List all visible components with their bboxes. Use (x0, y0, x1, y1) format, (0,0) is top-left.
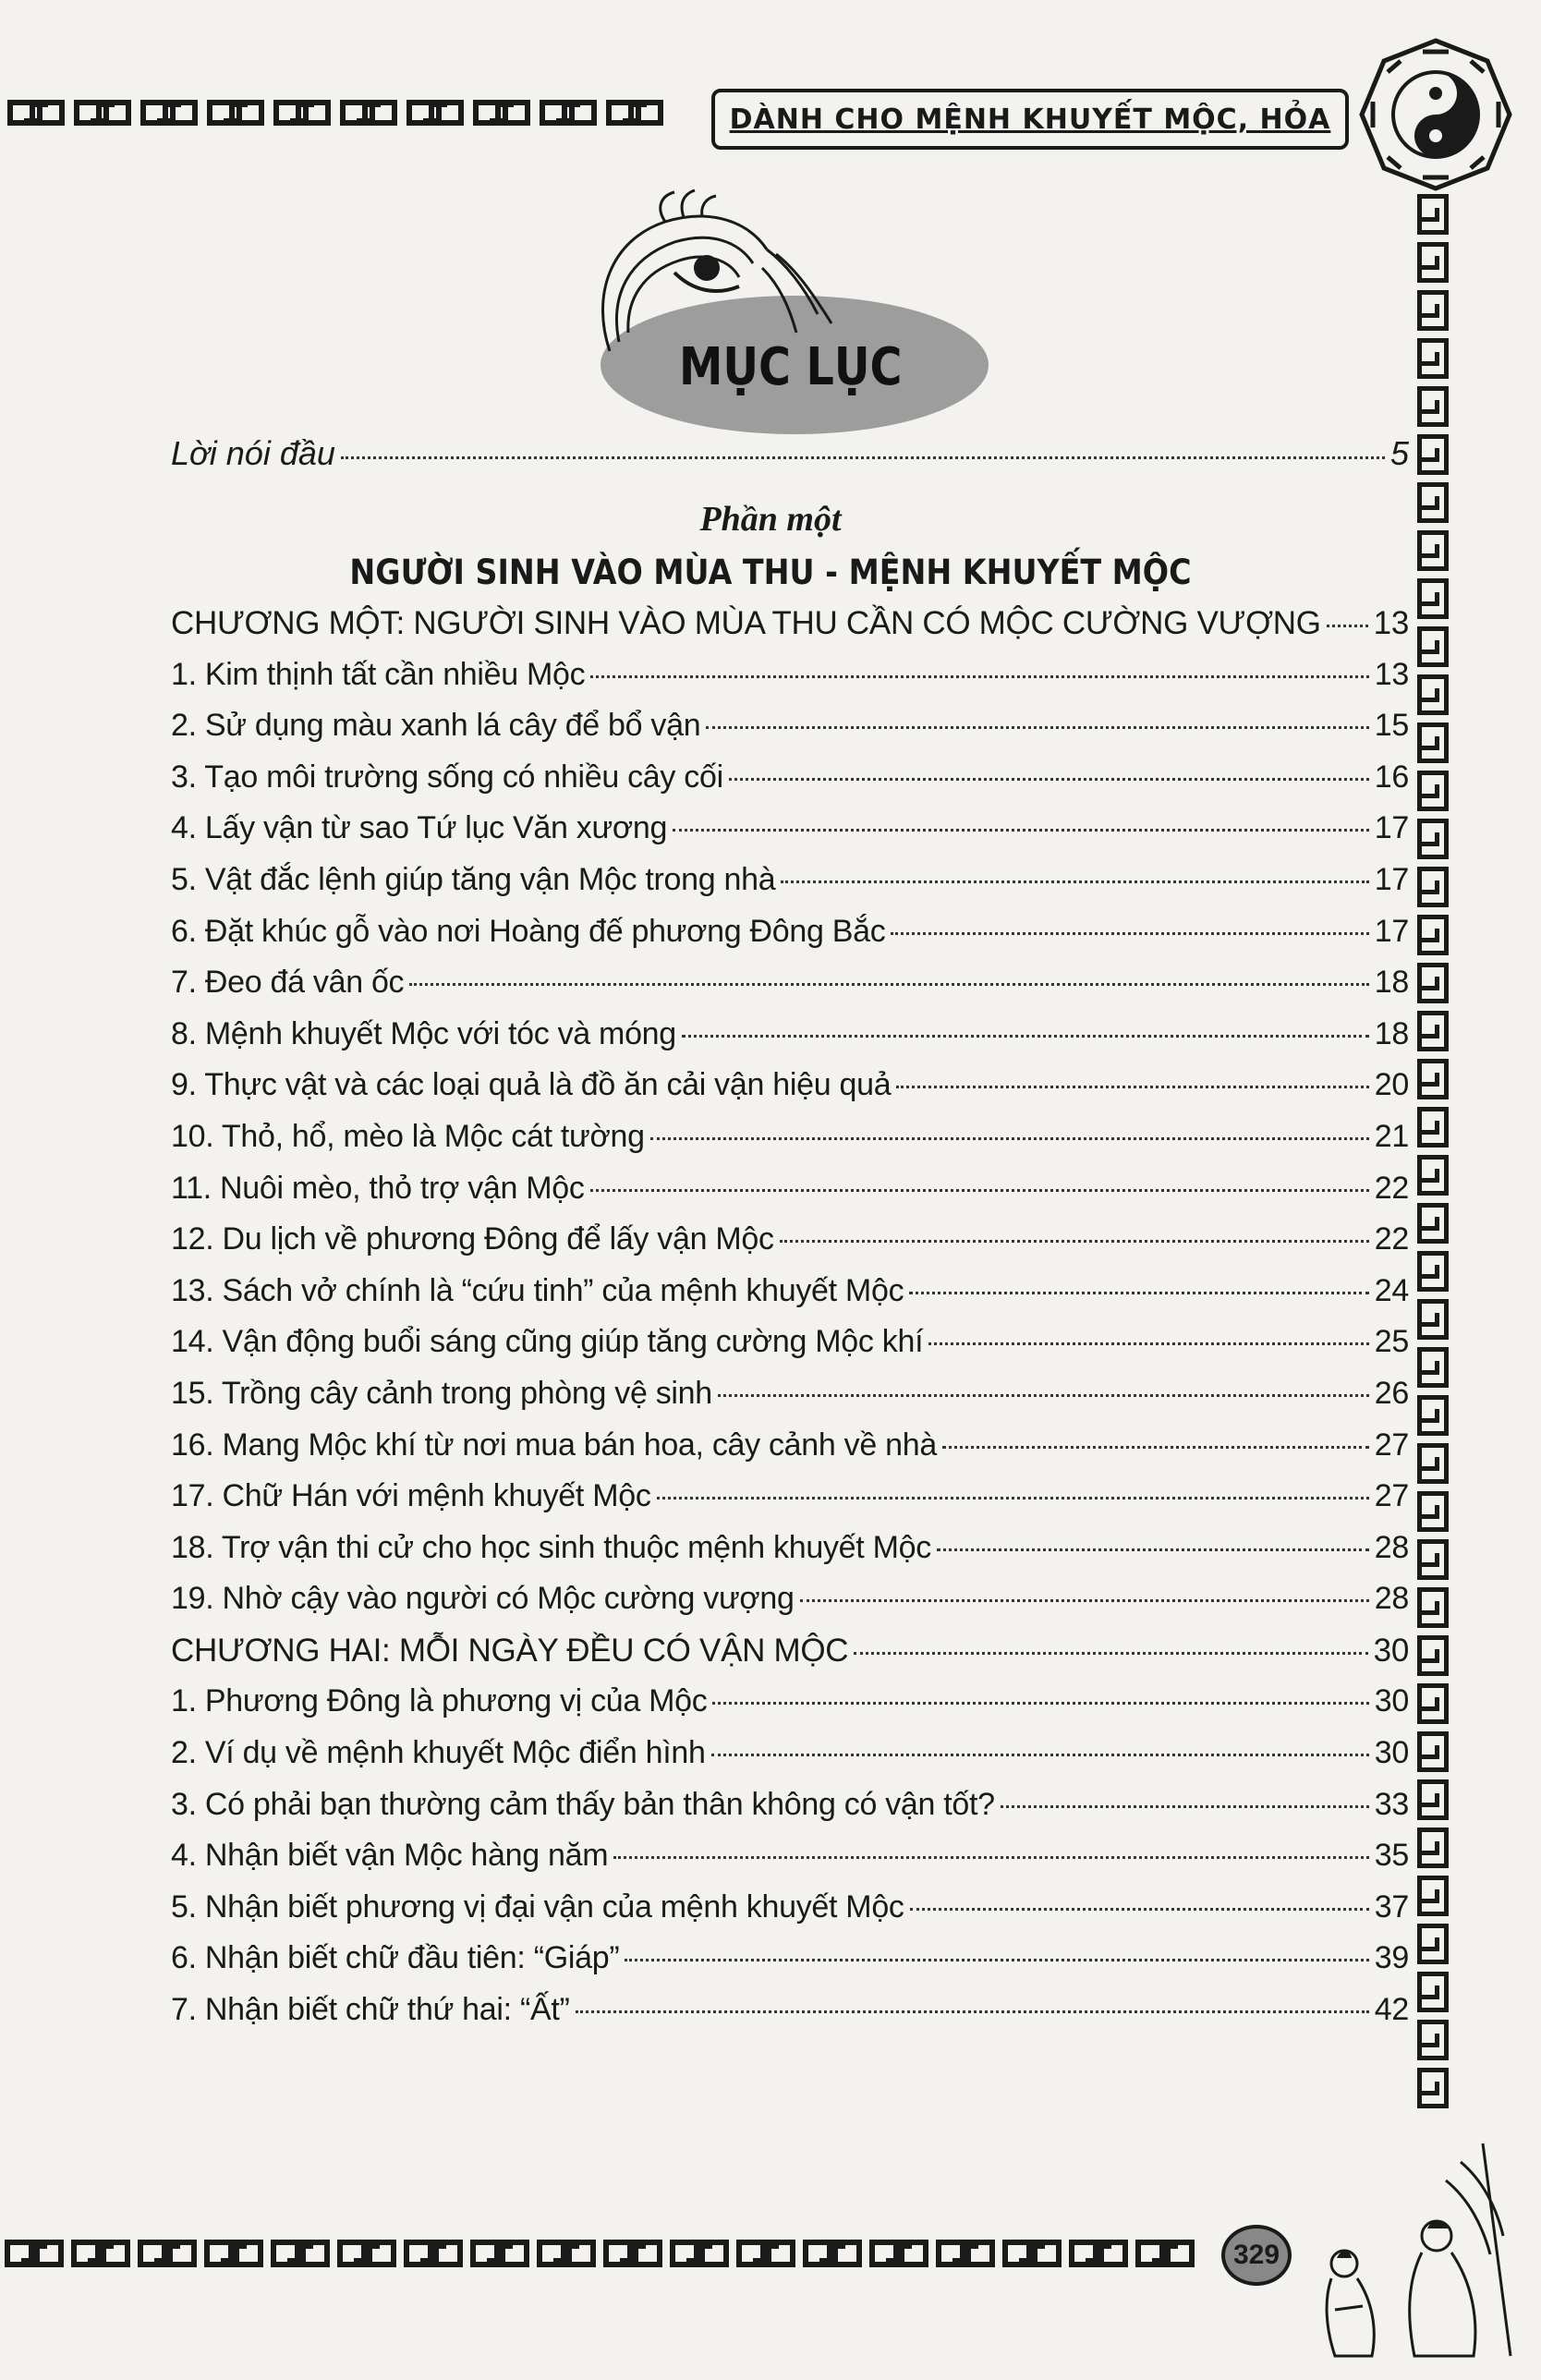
leader-dots (896, 1086, 1368, 1088)
right-meander-border (1417, 194, 1449, 2116)
toc-entry-page: 26 (1374, 1375, 1409, 1411)
toc-chapter-row[interactable] (171, 605, 1409, 657)
scholars-illustration-icon (1298, 2125, 1520, 2365)
toc-entry-label: CHƯƠNG MỘT: NGƯỜI SINH VÀO MÙA THU CẦN CÓ MỘC CƯỜNG VƯỢNG (171, 605, 1321, 641)
part-title: NGƯỜI SINH VÀO MÙA THU - MỆNH KHUYẾT MỘC (349, 552, 1192, 592)
toc-entry-page: 39 (1374, 1940, 1409, 1976)
toc-entry-row[interactable] (171, 1992, 1409, 2044)
toc-entry-label: 8. Mệnh khuyết Mộc với tóc và móng (171, 1015, 676, 1051)
toc-entry-page: 30 (1373, 1632, 1409, 1669)
toc-entry-label: 9. Thực vật và các loại quả là đồ ăn cải vận hiệu quả (171, 1067, 892, 1103)
page-number: 329 (1232, 2240, 1280, 2270)
toc-entry-row[interactable] (171, 965, 1409, 1016)
toc-entry-page: 16 (1374, 759, 1409, 795)
title-emblem (554, 185, 989, 434)
leader-dots (682, 1035, 1369, 1038)
toc-entry-label: 12. Du lịch về phương Đông để lấy vận Mộc (171, 1221, 774, 1257)
toc-entry-label: CHƯƠNG HAI: MỖI NGÀY ĐỀU CÓ VẬN MỘC (171, 1632, 849, 1669)
leader-dots (780, 1240, 1369, 1243)
toc-entry-label: 6. Đặt khúc gỗ vào nơi Hoàng đế phương Đông Bắc (171, 913, 886, 949)
toc-entry-row[interactable] (171, 1427, 1409, 1479)
toc-entry-label: 1. Kim thịnh tất cần nhiều Mộc (171, 656, 586, 692)
toc-entry-page: 18 (1374, 1015, 1409, 1051)
part-label: Phần một (699, 500, 842, 539)
toc-entry-row[interactable] (171, 1067, 1409, 1119)
leader-dots (937, 1548, 1369, 1551)
toc-entry-page: 17 (1374, 913, 1409, 949)
leader-dots (712, 1702, 1368, 1705)
toc-entry-row[interactable] (171, 1376, 1409, 1427)
leader-dots (706, 726, 1368, 729)
toc-entry-label: 5. Nhận biết phương vị đại vận của mệnh khuyết Mộc (171, 1888, 904, 1925)
toc-entry-label: 6. Nhận biết chữ đầu tiên: “Giáp” (171, 1940, 620, 1976)
toc-entry-row[interactable] (171, 1478, 1409, 1530)
yin-yang-emblem-icon (1358, 37, 1513, 192)
toc-entry-page: 28 (1374, 1581, 1409, 1617)
toc-entry-page: 15 (1374, 708, 1409, 744)
leader-dots (590, 1189, 1369, 1192)
toc-entry-label: 3. Có phải bạn thường cảm thấy bản thân không có vận tốt? (171, 1786, 995, 1822)
toc-entry-label: 4. Nhận biết vận Mộc hàng năm (171, 1838, 609, 1874)
series-header (711, 89, 1349, 150)
toc-entry-page: 28 (1374, 1529, 1409, 1565)
page-number-badge (1221, 2225, 1292, 2286)
toc-entry-row[interactable] (171, 759, 1409, 811)
toc-entry-row[interactable] (171, 914, 1409, 965)
toc-entry-page: 42 (1374, 1992, 1409, 2028)
leader-dots (341, 456, 1385, 459)
toc-entry-label: 4. Lấy vận từ sao Tứ lục Văn xương (171, 810, 668, 846)
toc-entry-row[interactable] (171, 1273, 1409, 1325)
toc-entry-row[interactable] (171, 1940, 1409, 1992)
toc-entry-label: 19. Nhờ cậy vào người có Mộc cường vượng (171, 1581, 795, 1617)
leader-dots (1327, 625, 1368, 627)
toc-entry-label: 13. Sách vở chính là “cứu tinh” của mệnh khuyết Mộc (171, 1272, 904, 1308)
toc-entry-row[interactable] (171, 1889, 1409, 1941)
leader-dots (1001, 1805, 1369, 1808)
leader-dots (891, 932, 1368, 935)
toc-entry-row[interactable] (171, 1324, 1409, 1376)
leader-dots (910, 1908, 1369, 1911)
toc-entry-page: 30 (1374, 1735, 1409, 1771)
toc-entry-label: 3. Tạo môi trường sống có nhiều cây cối (171, 759, 723, 795)
leader-dots (718, 1394, 1369, 1397)
toc-entry-page: 20 (1374, 1067, 1409, 1103)
toc-intro-page: 5 (1389, 434, 1409, 472)
toc-entry-page: 22 (1374, 1221, 1409, 1257)
toc-entry-page: 22 (1374, 1170, 1409, 1206)
leader-dots (409, 983, 1369, 986)
toc-entry-label: 15. Trồng cây cảnh trong phòng vệ sinh (171, 1375, 712, 1411)
toc-entry-page: 35 (1374, 1838, 1409, 1874)
toc-entry-page: 37 (1374, 1888, 1409, 1925)
leader-dots (729, 778, 1369, 781)
toc-entry-page: 30 (1374, 1683, 1409, 1719)
toc-entry-row[interactable] (171, 1530, 1409, 1582)
leader-dots (928, 1342, 1369, 1345)
leader-dots (657, 1497, 1369, 1500)
toc-entry-row[interactable] (171, 862, 1409, 914)
toc-entry-page: 27 (1374, 1478, 1409, 1514)
toc-chapter-row[interactable] (171, 1633, 1409, 1684)
toc-entry-page: 18 (1374, 965, 1409, 1001)
leader-dots (909, 1292, 1369, 1294)
toc-entry-row[interactable] (171, 1171, 1409, 1222)
leader-dots (590, 675, 1368, 678)
leader-dots (650, 1137, 1369, 1140)
toc-entry-row[interactable] (171, 1838, 1409, 1889)
toc-entry-label: 18. Trợ vận thi cử cho học sinh thuộc mệnh khuyết Mộc (171, 1529, 931, 1565)
toc-intro-row[interactable] (171, 434, 1409, 473)
toc-entry-page: 33 (1374, 1786, 1409, 1822)
leader-dots (613, 1856, 1369, 1859)
toc-entry-page: 25 (1374, 1324, 1409, 1360)
toc-entry-label: 7. Nhận biết chữ thứ hai: “Ất” (171, 1992, 570, 2028)
toc-entry-row[interactable] (171, 1119, 1409, 1171)
toc-entry-label: 10. Thỏ, hổ, mèo là Mộc cát tường (171, 1118, 645, 1154)
leader-dots (576, 2010, 1369, 2013)
toc-entry-row[interactable] (171, 1016, 1409, 1068)
toc-entry-label: 2. Sử dụng màu xanh lá cây để bổ vận (171, 708, 701, 744)
toc-entry-row[interactable] (171, 657, 1409, 709)
leader-dots (711, 1754, 1369, 1756)
page-title: MỤC LỤC (679, 337, 903, 397)
toc-entry-row[interactable] (171, 810, 1409, 862)
toc-entry-page: 13 (1374, 656, 1409, 692)
toc-entry-page: 13 (1373, 605, 1409, 641)
toc-entry-row[interactable] (171, 1581, 1409, 1633)
toc-entry-label: 2. Ví dụ về mệnh khuyết Mộc điển hình (171, 1735, 706, 1771)
top-meander-border (7, 100, 663, 126)
leader-dots (781, 880, 1368, 883)
toc-entry-page: 24 (1374, 1272, 1409, 1308)
toc-entry-row[interactable] (171, 1221, 1409, 1273)
toc-entry-label: 7. Đeo đá vân ốc (171, 965, 405, 1001)
leader-dots (800, 1599, 1369, 1602)
toc-entry-label: 14. Vận động buổi sáng cũng giúp tăng cường Mộc khí (171, 1324, 924, 1360)
toc-entry-label: 5. Vật đắc lệnh giúp tăng vận Mộc trong nhà (171, 861, 776, 897)
toc-entry-label: 16. Mang Mộc khí từ nơi mua bán hoa, cây cảnh về nhà (171, 1427, 937, 1463)
toc-entry-label: 11. Nuôi mèo, thỏ trợ vận Mộc (171, 1170, 585, 1206)
toc-entry-row[interactable] (171, 1683, 1409, 1735)
series-title: DÀNH CHO MỆNH KHUYẾT MỘC, HỎA (729, 103, 1331, 136)
toc-intro-label: Lời nói đầu (171, 434, 335, 472)
toc-entry-row[interactable] (171, 1735, 1409, 1787)
toc-entry-label: 17. Chữ Hán với mệnh khuyết Mộc (171, 1478, 651, 1514)
toc-entry-row[interactable] (171, 708, 1409, 759)
leader-dots (942, 1446, 1369, 1449)
toc-entry-row[interactable] (171, 1787, 1409, 1839)
toc-entry-page: 17 (1374, 810, 1409, 846)
leader-dots (854, 1652, 1367, 1655)
bottom-meander-border (5, 2240, 1195, 2267)
toc-list (171, 605, 1409, 2044)
toc-entry-page: 17 (1374, 861, 1409, 897)
toc-entry-label: 1. Phương Đông là phương vị của Mộc (171, 1683, 708, 1719)
toc-entry-page: 21 (1374, 1118, 1409, 1154)
toc-entry-page: 27 (1374, 1427, 1409, 1463)
leader-dots (673, 829, 1369, 832)
leader-dots (625, 1959, 1368, 1961)
